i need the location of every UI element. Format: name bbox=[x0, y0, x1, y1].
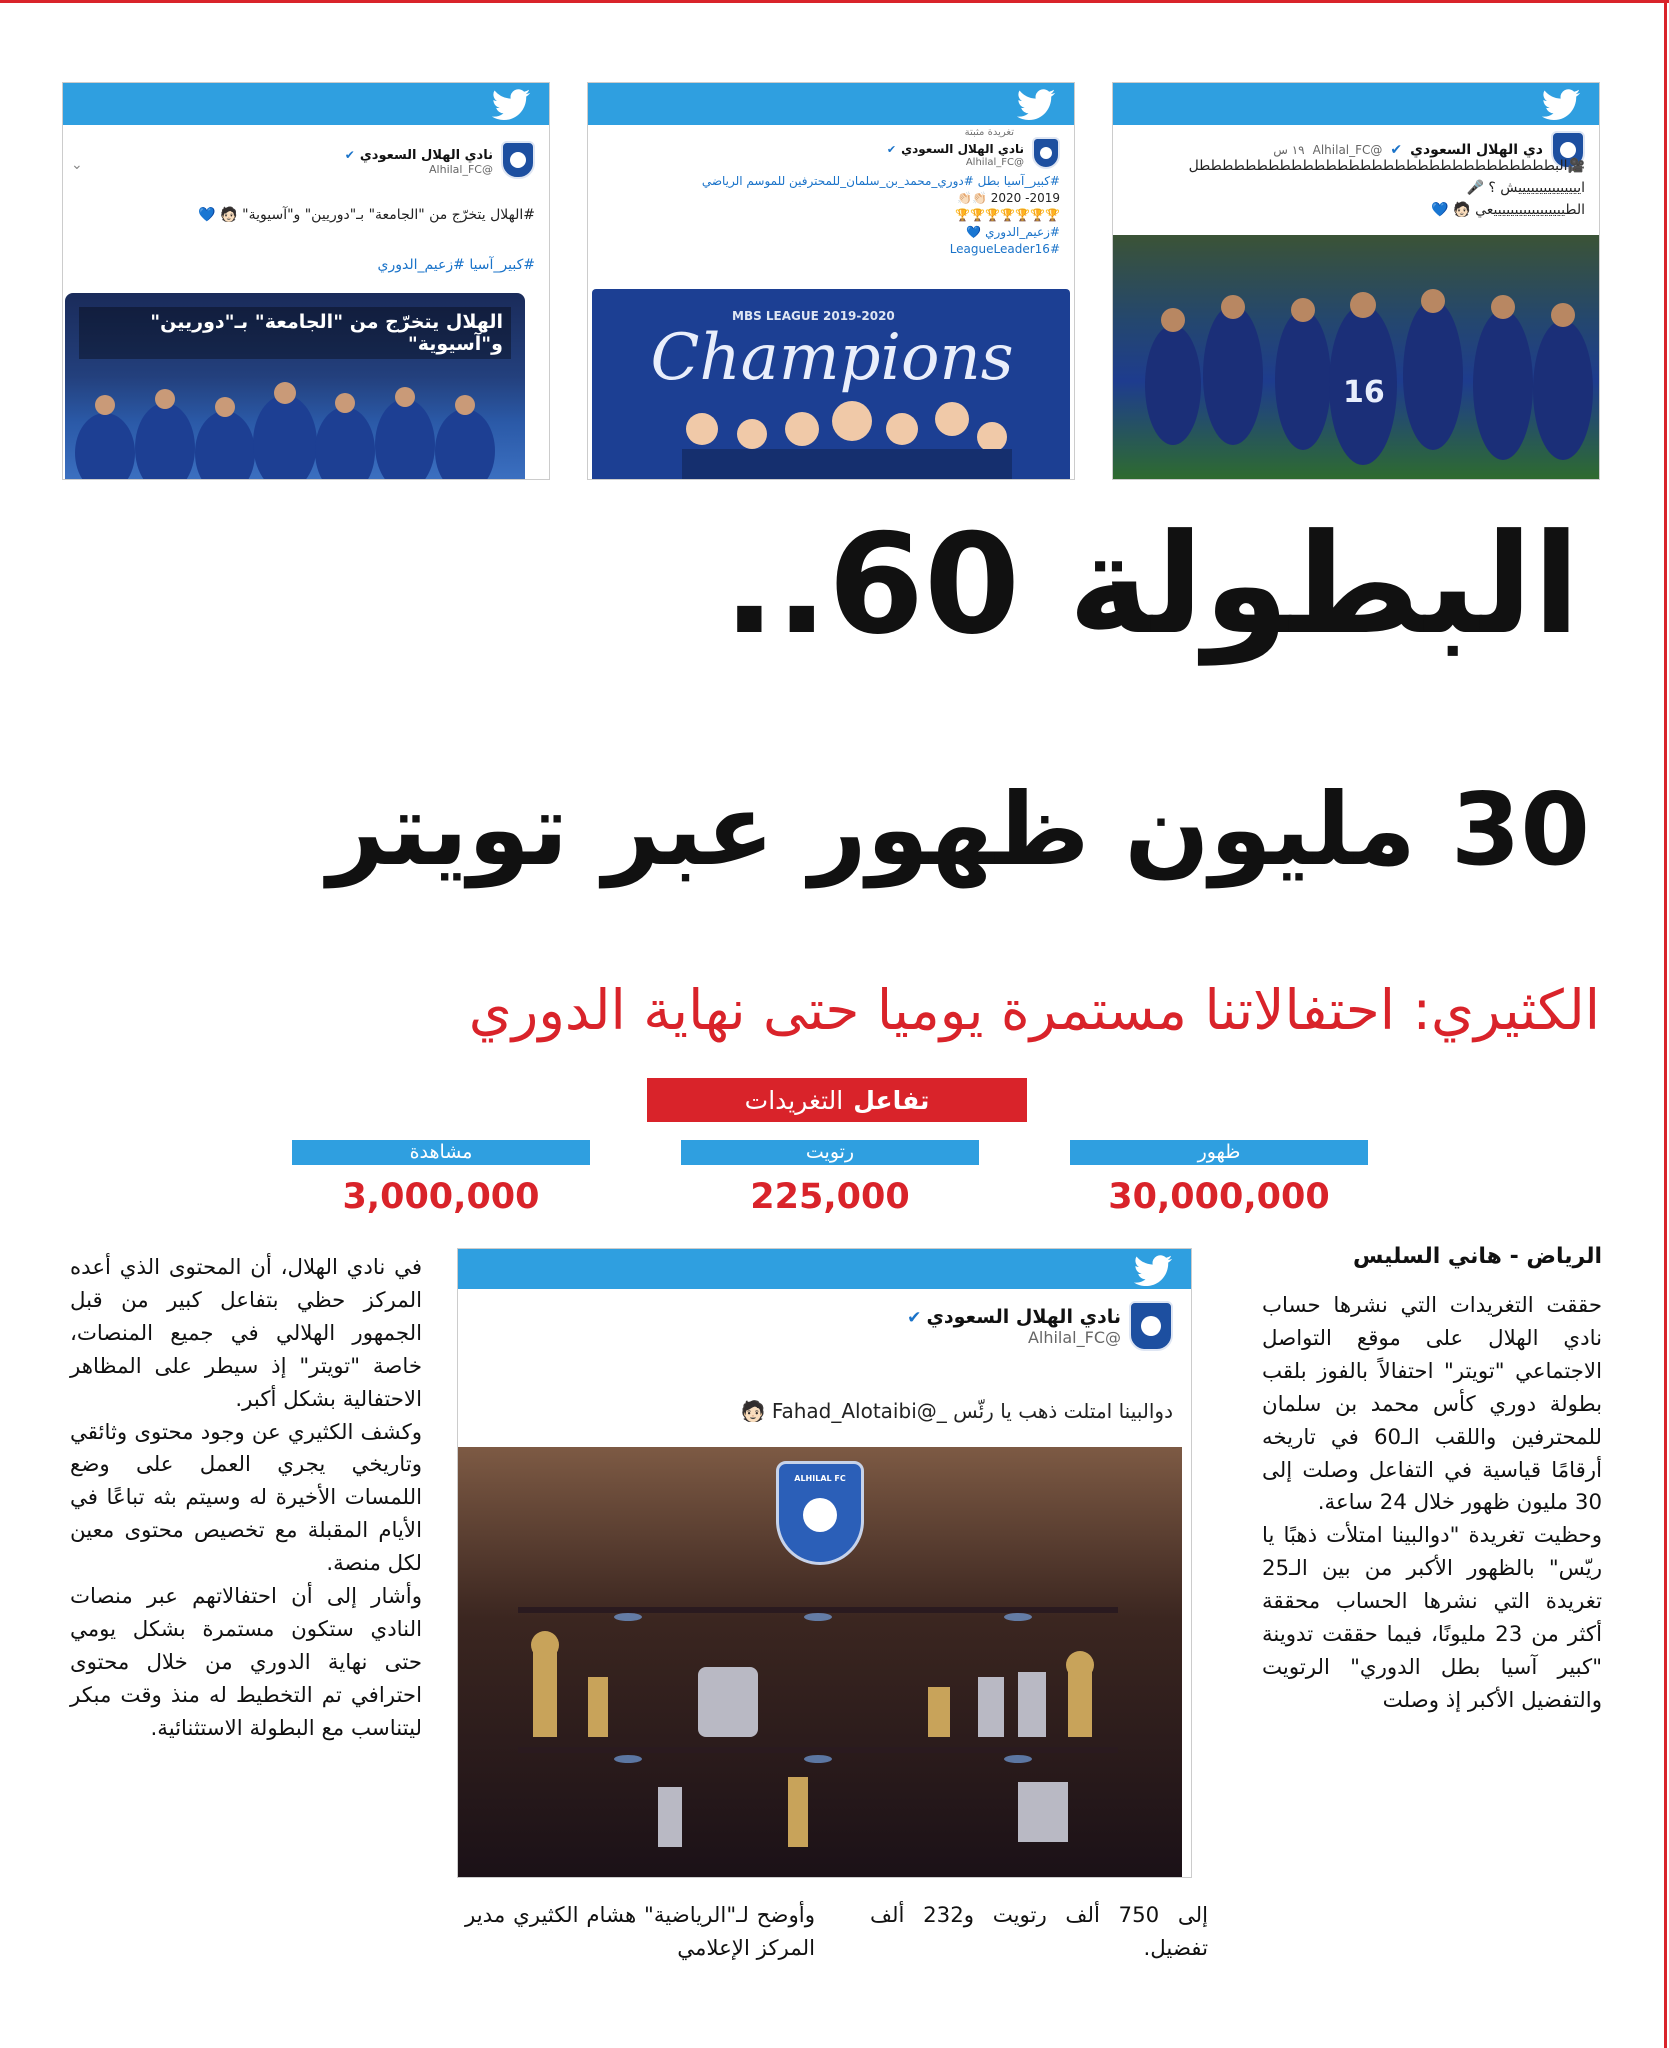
chevron-down-icon[interactable]: ⌄ bbox=[71, 157, 83, 173]
tweet-card-3[interactable] bbox=[62, 82, 550, 480]
stat-value-retweets: 225,000 bbox=[750, 1177, 910, 1217]
tweet-line: 🎥البطططططططططططططططططططططططططططططططل bbox=[1188, 158, 1585, 174]
tweet-line: #كبير_آسيا #زعيم_الدوري bbox=[377, 257, 535, 273]
stat-value-impressions: 30,000,000 bbox=[1108, 1177, 1330, 1217]
article-paragraph: في نادي الهلال، أن المحتوى الذي أعده المركز حظي بتفاعل كبير من قبل الجمهور الهلالي في جميع المنصات، خاصة "تويتر" إذ سيطر على المظاهر الاحتفالية بشكل أكبر. bbox=[70, 1255, 422, 1412]
tweet-text bbox=[77, 203, 535, 277]
twitter-icon bbox=[1016, 89, 1056, 121]
article-column-3 bbox=[465, 1900, 815, 1966]
tweet-author bbox=[887, 137, 1060, 169]
article-paragraph: وكشف الكثيري عن وجود محتوى وثائقي وتاريخي يجري العمل على وضع اللمسات الأخيرة له وسيتم بثه تباعًا في الأيام المقبلة مع تخصيص محتوى معين لكل منصة. bbox=[70, 1419, 422, 1577]
tweet-author-handle: @Alhilal_FC bbox=[1312, 143, 1383, 157]
verified-badge-icon: ✔ bbox=[344, 148, 355, 162]
headline-quote: الكثيري: احتفالاتنا مستمرة يوميا حتى نهاية الدوري bbox=[468, 978, 1600, 1042]
stat-label-retweets: رتويت bbox=[681, 1140, 979, 1165]
tweet-author bbox=[345, 141, 535, 179]
tweet-author-name: نادي الهلال السعودي bbox=[901, 142, 1024, 156]
tweet-card-header bbox=[458, 1249, 1191, 1289]
tweet-line: #الهلال يتخرّج من "الجامعة" بـ"دوريين" و"آسيوية" 🧑🏻 💙 bbox=[198, 207, 535, 223]
verified-badge-icon: ✔ bbox=[886, 143, 897, 156]
article-paragraph: وحظيت تغريدة "دوالبينا امتلأت ذهبًا يا ريّس" بالظهور الأكبر من بين الـ25 تغريدة التي نشرها الحساب محققة أكثر من 23 مليونًا، فيما حققت تدوينة "كبير آسيا بطل الدوري" الرتويت والتفضيل الأكبر إذ وصلت bbox=[1262, 1523, 1602, 1713]
stats-header-bold: تفاعل bbox=[853, 1085, 930, 1115]
club-logo-icon bbox=[1129, 1301, 1173, 1351]
tweet-line: #LeagueLeader16 bbox=[949, 242, 1060, 256]
article-paragraph: وأوضح لـ"الرياضية" هشام الكثيري مدير المركز الإعلامي bbox=[465, 1903, 815, 1961]
tweet-line: 2019- 2020 👏🏻👏🏻 bbox=[957, 191, 1060, 205]
tweet-author-handle: @Alhilal_FC bbox=[429, 163, 493, 176]
stats-header bbox=[647, 1078, 1027, 1122]
tweet-photo-trophy-cabinet[interactable] bbox=[458, 1447, 1182, 1877]
tweet-line: #كبير_آسيا بطل #دوري_محمد_بن_سلمان_للمحترفين للموسم الرياضي bbox=[701, 174, 1060, 188]
verified-badge-icon: ✔ bbox=[907, 1307, 922, 1328]
tweet-card-header bbox=[63, 83, 549, 125]
verified-badge-icon: ✔ bbox=[1390, 142, 1403, 158]
tweet-author bbox=[907, 1301, 1173, 1351]
article-paragraph: حققت التغريدات التي نشرها حساب نادي الهلال على موقع التواصل الاجتماعي "تويتر" احتفالاً بالفوز بلقب بطولة دوري كأس محمد بن سلمان للمحترفين واللقب الـ60 في تاريخه أرقامًا قياسية في التفاعل وصلت إلى 30 مليون ظهور خلال 24 ساعة. bbox=[1262, 1293, 1602, 1516]
tweet-author-name: نادي الهلال السعودي bbox=[359, 148, 493, 163]
champions-script: Champions bbox=[650, 321, 1014, 395]
right-rule bbox=[1664, 0, 1667, 2048]
article-column-4 bbox=[70, 1252, 422, 1746]
tweet-photo-players[interactable] bbox=[1113, 235, 1599, 479]
club-logo-icon bbox=[501, 141, 535, 179]
headline-main: البطولة 60.. bbox=[723, 504, 1580, 665]
tweet-line: ايييييييييييييييش ؟ 🎤 bbox=[1466, 180, 1585, 196]
article-column-1 bbox=[1262, 1290, 1602, 1718]
tweet-card-1[interactable] bbox=[1112, 82, 1600, 480]
pinned-label: تغريدة مثبتة bbox=[964, 127, 1014, 138]
twitter-icon bbox=[1541, 89, 1581, 121]
tweet-author-name: دي الهلال السعودي bbox=[1410, 142, 1543, 158]
headline-secondary: 30 مليون ظهور عبر تويتر bbox=[327, 771, 1590, 888]
players-silhouettes bbox=[1113, 235, 1599, 479]
tweet-text: دوالبينا امتلت ذهب يا رئّس _@Fahad_Alotaibi 🧑🏻 bbox=[740, 1399, 1173, 1423]
stat-label-impressions: ظهور bbox=[1070, 1140, 1368, 1165]
tweet-card-header bbox=[1113, 83, 1599, 125]
club-emblem-text: ALHILAL FC bbox=[794, 1474, 846, 1483]
tweet-author-handle: @Alhilal_FC bbox=[965, 157, 1024, 168]
tweet-text bbox=[1127, 155, 1585, 221]
tweet-card-header bbox=[588, 83, 1074, 125]
tweet-photo-celebration[interactable] bbox=[65, 293, 525, 479]
twitter-icon bbox=[1133, 1255, 1173, 1287]
club-logo-icon bbox=[1032, 137, 1060, 169]
tweet-text bbox=[602, 173, 1060, 258]
tweet-line: الطيييييييييييييييييعي 🧑🏻 💙 bbox=[1431, 202, 1585, 218]
trophy-shelves bbox=[458, 1447, 1182, 1877]
tweet-time: ١٩ س bbox=[1273, 143, 1305, 157]
tweet-author-handle: @Alhilal_FC bbox=[1027, 1327, 1121, 1347]
tweet-photo-champions[interactable] bbox=[592, 289, 1070, 479]
top-rule bbox=[0, 0, 1669, 3]
league-name: MBS LEAGUE 2019-2020 bbox=[732, 309, 895, 323]
tweet-card-2[interactable] bbox=[587, 82, 1075, 480]
tweet-line: #زعيم_الدوري 💙 bbox=[966, 225, 1060, 239]
twitter-icon bbox=[491, 89, 531, 121]
stats-header-rest: التغريدات bbox=[744, 1085, 844, 1115]
players-crowd bbox=[65, 293, 525, 479]
article-column-2 bbox=[870, 1900, 1208, 1966]
article-paragraph: إلى 750 ألف رتويت و232 ألف تفضيل. bbox=[870, 1903, 1208, 1961]
stat-value-views: 3,000,000 bbox=[342, 1177, 540, 1217]
article-byline: الرياض - هاني السليس bbox=[1353, 1244, 1602, 1269]
stat-label-views: مشاهدة bbox=[292, 1140, 590, 1165]
photo-headline: الهلال يتخرّج من "الجامعة" بـ"دوريين" و"آسيوية" bbox=[79, 307, 511, 359]
players-cartoon bbox=[592, 289, 1070, 479]
main-tweet-card[interactable] bbox=[457, 1248, 1192, 1878]
tweet-line: 🏆🏆🏆🏆🏆🏆🏆 bbox=[955, 208, 1060, 222]
article-paragraph: وأشار إلى أن احتفالاتهم عبر منصات النادي ستكون مستمرة بشكل يومي حتى نهاية الدوري من خلال محتوى احترافي تم التخطيط له منذ وقت مبكر ليتناسب مع البطولة الاستثنائية. bbox=[70, 1584, 422, 1741]
tweet-author-name: نادي الهلال السعودي bbox=[926, 1305, 1121, 1328]
jersey-number: 16 bbox=[1343, 375, 1385, 410]
